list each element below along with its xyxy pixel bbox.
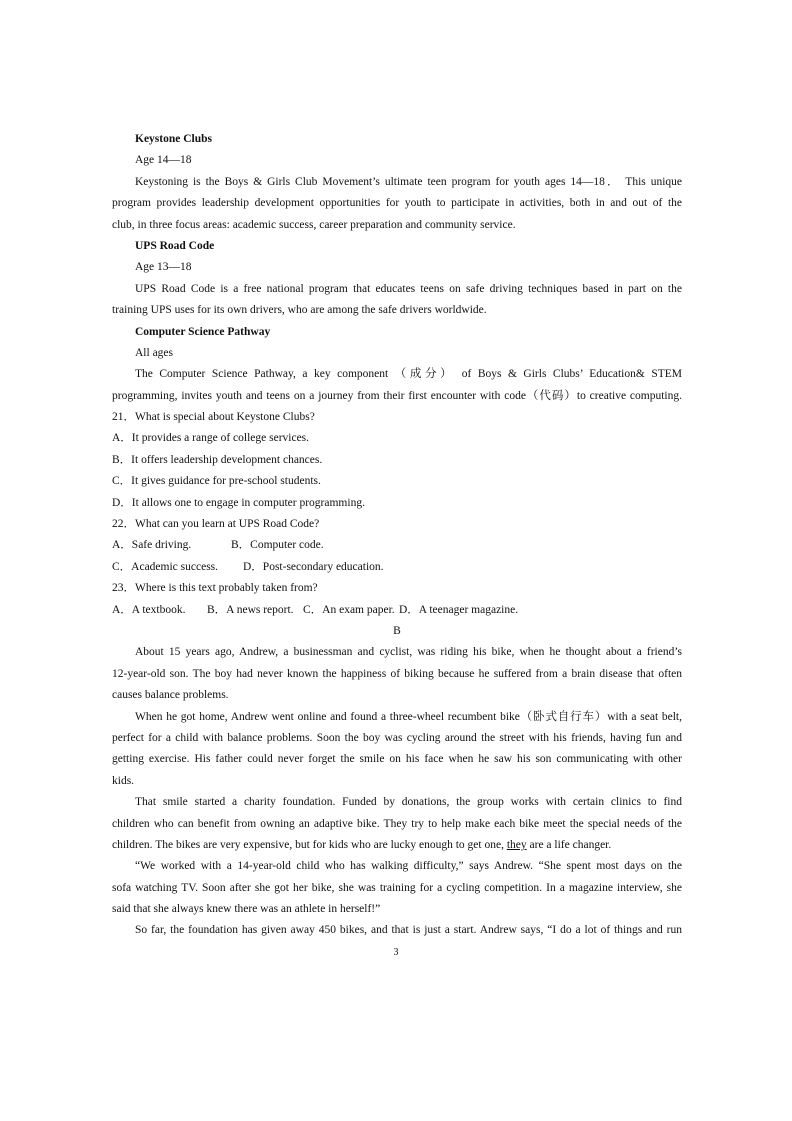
b-p2-line: perfect for a child with balance problems. Soon the boy was cycling around the street with his friends, having fun and [112,731,682,744]
underlined-word-they: they [506,838,527,851]
b-p1-line: 12-year-old son. The boy had never known the happiness of biking because he suffered from a brain disease that often [112,667,682,680]
ups-desc-line: UPS Road Code is a free national program that educates teens on safe driving techniques based in part on the [135,282,682,295]
q23-option-b: B．A news report. [207,603,294,616]
b-p5-line: So far, the foundation has given away 450 bikes, and that is just a start. Andrew says, “I do a lot of things and run [135,924,682,937]
q23-option-c: C．An exam paper. [303,603,395,616]
q21-option-d: D．It allows one to engage in computer programming. [112,496,365,509]
q22-option-d: D．Post-secondary education. [243,560,384,573]
ups-title: UPS Road Code [135,239,215,252]
b-p3-text-before: children. The bikes are very expensive, but for kids who are lucky enough to get one, [112,838,507,851]
q23-stem: 23．Where is this text probably taken from? [112,582,318,595]
ups-age: Age 13—18 [135,261,192,274]
page-number: 3 [393,947,399,958]
b-p2-line: kids. [112,774,135,787]
b-p2-line: When he got home, Andrew went online and found a three-wheel recumbent bike（卧式自行车）with a seat belt, [135,710,682,723]
q21-option-b: B．It offers leadership development chances. [112,453,323,466]
b-p3-line: children who can benefit from owning an adaptive bike. They try to help make each bike meet the special needs of the [112,817,682,830]
q21-option-a: A．It provides a range of college services. [112,432,310,445]
b-p4-line: “We worked with a 14-year-old child who has walking difficulty,” says Andrew. “She spent most days on the [135,860,682,873]
keystone-age: Age 14—18 [135,154,192,167]
q22-option-a: A．Safe driving. [112,539,192,552]
keystone-desc-line: Keystoning is the Boys & Girls Club Movement’s ultimate teen program for youth ages 14—18． This unique [135,175,682,188]
q21-option-c: C．It gives guidance for pre-school students. [112,475,321,488]
b-p4-line: sofa watching TV. Soon after she got her bike, she was training for a cycling competition. In a magazine interview, she [112,881,682,894]
q22-options-row-2 [112,557,682,578]
q22-option-c: C．Academic success. [112,560,219,573]
q21-stem: 21．What is special about Keystone Clubs? [112,411,315,424]
cs-desc-line: programming, invites youth and teens on a journey from their first encounter with code（代码）to creative computing. [112,389,682,402]
b-p3-text-after: are a life changer. [526,838,612,851]
b-p1-line: causes balance problems. [112,689,229,702]
q22-stem: 22．What can you learn at UPS Road Code? [112,518,320,531]
ups-desc-line: training UPS uses for its own drivers, who are among the safe drivers worldwide. [112,304,487,317]
b-p4-line: said that she always knew there was an athlete in herself!” [112,903,381,916]
b-p3-line: That smile started a charity foundation. Funded by donations, the group works with certain clinics to find [135,796,682,809]
page-content [112,129,682,942]
keystone-title: Keystone Clubs [135,133,212,145]
q23-options-row [112,600,682,621]
q22-options-row-1 [112,535,682,556]
b-p3-last-line [112,835,682,856]
q23-option-d: D．A teenager magazine. [399,603,519,616]
cs-desc-line: The Computer Science Pathway, a key component （成分） of Boys & Girls Clubs’ Education& STEM [135,368,682,381]
cs-age: All ages [135,346,174,359]
keystone-desc-line: club, in three focus areas: academic success, career preparation and community service. [112,218,516,231]
q23-option-a: A．A textbook. [112,603,186,616]
keystone-desc-line: program provides leadership development opportunities for youth to participate in activities, both in and out of the [112,197,682,210]
section-b-heading: B [393,624,401,637]
b-p2-line: getting exercise. His father could never forget the smile on his face when he saw his son communicating with other [112,753,682,766]
q22-option-b: B．Computer code. [231,539,324,552]
cs-title: Computer Science Pathway [135,325,271,338]
b-p1-line: About 15 years ago, Andrew, a businessman and cyclist, was riding his bike, when he thought about a friend’s [135,646,682,659]
